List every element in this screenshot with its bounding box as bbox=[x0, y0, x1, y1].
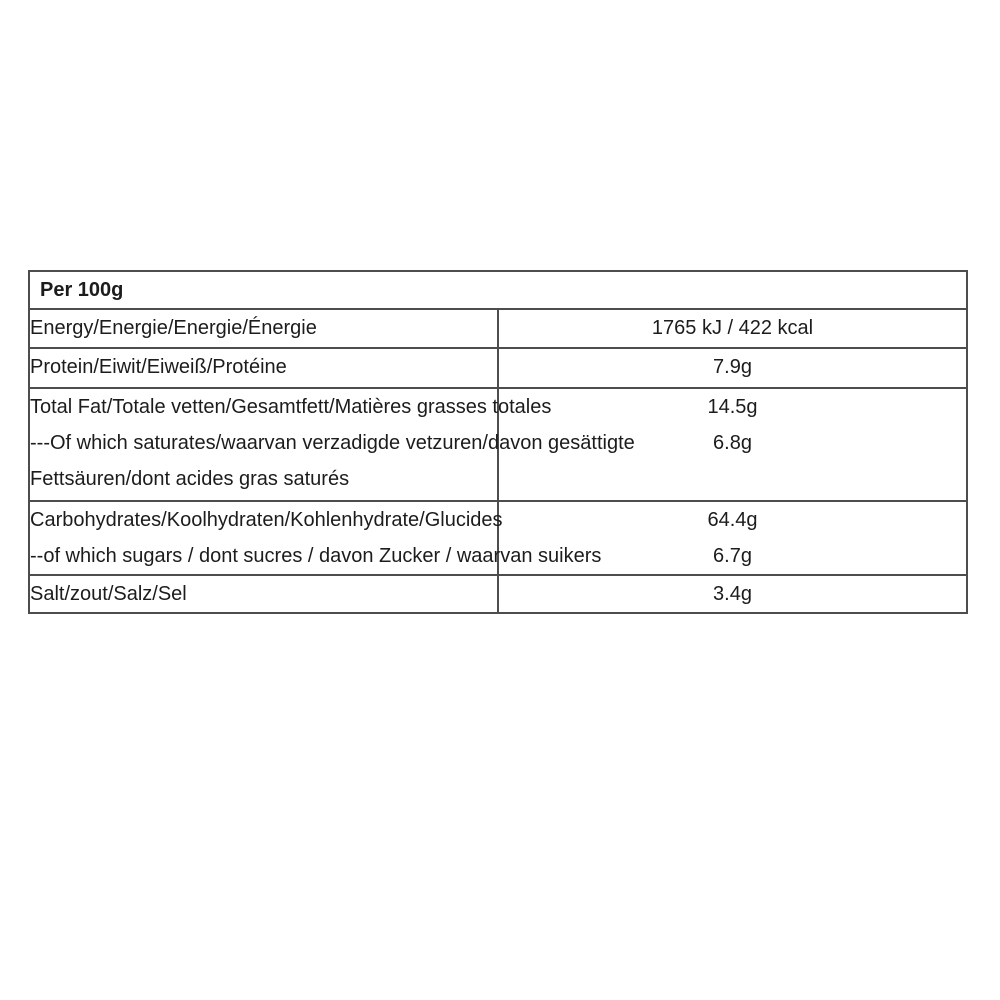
protein-value-cell bbox=[498, 348, 967, 388]
table-row-salt bbox=[29, 575, 967, 613]
saturates-label-line-2: Fettsäuren/dont acides gras saturés bbox=[30, 468, 350, 490]
salt-label: Salt/zout/Salz/Sel bbox=[30, 583, 187, 605]
table-row-energy bbox=[29, 309, 967, 348]
protein-label: Protein/Eiwit/Eiweiß/Protéine bbox=[30, 356, 287, 378]
carbohydrates-value: 64.4g bbox=[707, 509, 758, 531]
protein-value: 7.9g bbox=[713, 356, 752, 378]
salt-value: 3.4g bbox=[713, 583, 752, 605]
per-100g-header bbox=[29, 271, 967, 309]
salt-value-cell bbox=[498, 575, 967, 613]
saturates-value: 6.8g bbox=[713, 432, 752, 454]
nutrition-facts-table bbox=[28, 270, 968, 614]
total-fat-label: Total Fat/Totale vetten/Gesamtfett/Matières grasses totales bbox=[30, 396, 552, 418]
sugars-label: --of which sugars / dont sucres / davon Zucker / waarvan suikers bbox=[30, 545, 602, 567]
energy-value: 1765 kJ / 422 kcal bbox=[651, 317, 814, 339]
saturates-label-line-1: ---Of which saturates/waarvan verzadigde vetzuren/davon gesättigte bbox=[30, 432, 635, 454]
sugars-value: 6.7g bbox=[713, 545, 752, 567]
per-100g-header-text: Per 100g bbox=[40, 279, 124, 301]
table-row-header bbox=[29, 271, 967, 309]
salt-label-cell bbox=[29, 575, 498, 613]
energy-label-cell bbox=[29, 309, 498, 348]
table-row-protein bbox=[29, 348, 967, 388]
carbohydrates-label-cell bbox=[29, 501, 602, 575]
total-fat-value: 14.5g bbox=[707, 396, 758, 418]
carbohydrates-label: Carbohydrates/Koolhydraten/Kohlenhydrate/Glucides bbox=[30, 509, 503, 531]
protein-label-cell bbox=[29, 348, 498, 388]
table-row-total-fat bbox=[29, 388, 967, 501]
energy-label: Energy/Energie/Energie/Énergie bbox=[30, 317, 317, 339]
energy-value-cell bbox=[498, 309, 967, 348]
table-row-carbohydrates bbox=[29, 501, 967, 575]
total-fat-label-cell bbox=[29, 388, 635, 501]
